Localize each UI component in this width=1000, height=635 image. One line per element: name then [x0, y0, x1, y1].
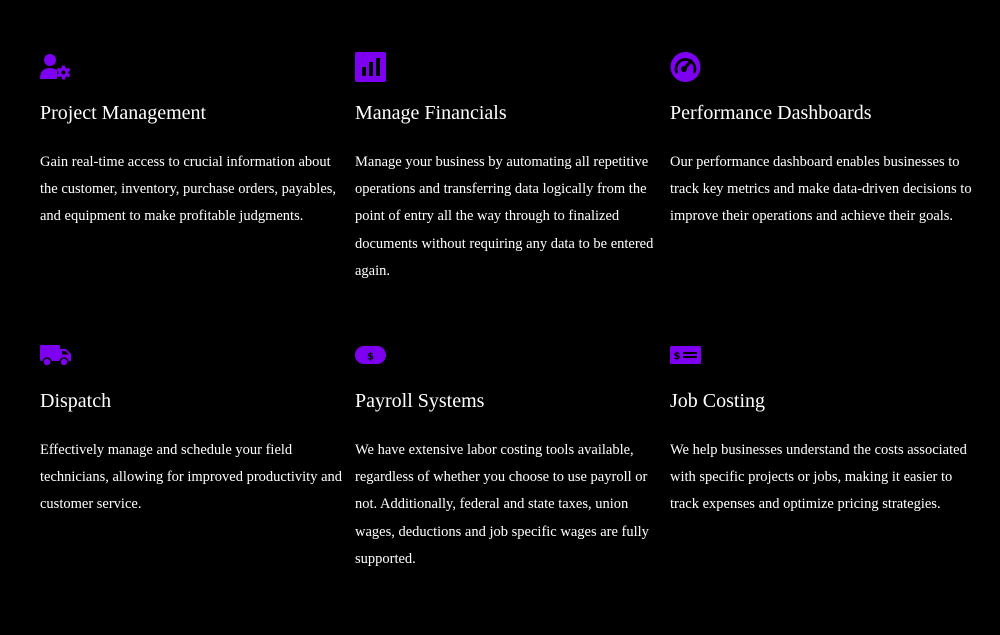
feature-performance-dashboards	[670, 52, 985, 340]
feature-description: Our performance dashboard enables businesses to track key metrics and make data-driven decisions to improve their operations and achieve their goals.	[670, 154, 972, 225]
feature-title: Manage Financials	[355, 102, 507, 124]
features-grid	[40, 52, 985, 590]
feature-description: Effectively manage and schedule your field technicians, allowing for improved productivity and customer service.	[40, 442, 343, 513]
money-bill-icon	[355, 340, 387, 370]
feature-title: Job Costing	[670, 390, 766, 412]
feature-project-management	[40, 52, 355, 340]
feature-payroll-systems	[355, 340, 670, 590]
user-gear-icon	[40, 52, 72, 82]
feature-description: We help businesses understand the costs associated with specific projects or jobs, making it easier to track expenses and optimize pricing strategies.	[670, 442, 967, 513]
feature-description: Gain real-time access to crucial information about the customer, inventory, purchase orders, payables, and equipment to make profitable judgments.	[40, 154, 337, 225]
feature-title: Payroll Systems	[355, 390, 485, 412]
feature-description: Manage your business by automating all repetitive operations and transferring data logically from the point of entry all the way through to finalized documents without requiring any data to be entered again.	[355, 154, 654, 279]
feature-job-costing	[670, 340, 985, 590]
truck-icon	[40, 340, 72, 370]
feature-title: Project Management	[40, 102, 207, 124]
svg-text:$: $	[367, 351, 374, 363]
feature-title: Performance Dashboards	[670, 102, 872, 124]
feature-title: Dispatch	[40, 390, 112, 412]
svg-text:$: $	[673, 351, 681, 362]
bar-chart-icon	[355, 52, 387, 82]
gauge-icon	[670, 52, 702, 82]
money-check-icon	[670, 340, 702, 370]
feature-dispatch	[40, 340, 355, 590]
feature-manage-financials	[355, 52, 670, 340]
feature-description: We have extensive labor costing tools available, regardless of whether you choose to use payroll or not. Additionally, federal and state taxes, union wages, deductions and job specific wages are fully supported.	[355, 442, 649, 567]
